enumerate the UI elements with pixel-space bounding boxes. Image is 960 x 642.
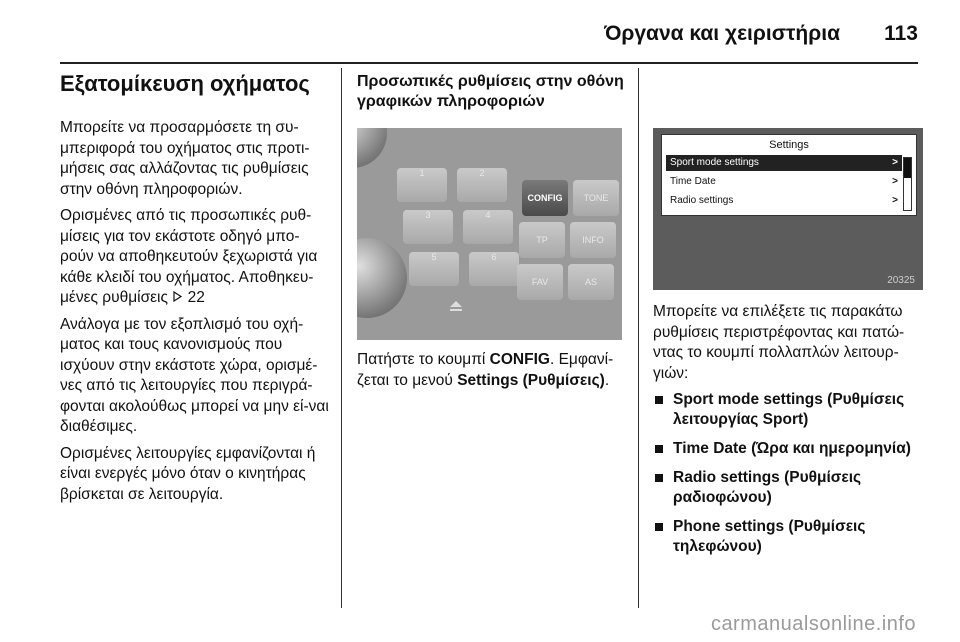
paragraph-2 [60,206,332,309]
subsection-heading: Προσωπικές ρυθμίσεις στην οθόνη γραφικών πληροφοριών [357,73,624,110]
config-button: CONFIG [522,180,568,216]
paragraph-4: Ορισμένες λειτουργίες εμφανίζονται ή είναι ενεργές μόνο όταν ο κινητήρας βρίσκεται σε λειτουργία. [60,444,316,503]
page-ref-number[interactable]: 22 [187,289,205,306]
paragraph-1: Μπορείτε να προσαρμόσετε τη συ-μπεριφορά του οχήματος στις προτι-μήσεις σας αλλάζοντας τις ρυθμίσεις στην οθόνη πληροφοριών. [60,119,310,198]
preset-button-4: 4 [463,210,513,244]
page-ref-arrow-icon [172,291,183,302]
eject-icon [449,300,463,312]
volume-knob [357,128,387,168]
tone-button: TONE [573,180,619,216]
list-item: Phone settings (Ρυθμίσεις τηλεφώνου) [653,517,923,557]
page-number: 113 [884,22,918,45]
menu-item-time-date: Time Date > [666,174,902,190]
preset-button-2: 2 [457,168,507,202]
header-rule [60,62,918,64]
section-heading: Εξατομίκευση οχήματος [60,71,310,96]
as-button: AS [568,264,614,300]
control-panel-photo [357,128,622,340]
column-divider-1 [341,68,342,608]
info-button: INFO [570,222,616,258]
preset-button-5: 5 [409,252,459,286]
preset-button-3: 3 [403,210,453,244]
chevron-right-icon: > [892,157,898,168]
paragraph-3: Ανάλογα με τον εξοπλισμό του οχή-ματος και τους κανονισμούς που ισχύουν στην εκάστοτε χώρα, ορισμέ-νες από τις λειτουργίες που περιγρά-φονται ακολούθως μπορεί να μην εί-ναι διαθέσιμες. [60,315,329,435]
list-item: Sport mode settings (Ρυθμίσεις λειτουργίας Sport) [653,390,923,430]
settings-options-list [653,390,923,557]
chevron-right-icon: > [892,176,898,187]
tp-button: TP [519,222,565,258]
column-3 [653,70,923,566]
menu-item-sport-mode: Sport mode settings > [666,155,902,171]
menu-item-radio: Radio settings > [666,193,902,209]
header-title: Όργανα και χειριστήρια [604,22,840,45]
list-item: Time Date (Ώρα και ημερομηνία) [653,439,923,459]
column-2 [357,70,625,112]
fav-button: FAV [517,264,563,300]
options-intro: Μπορείτε να επιλέξετε τις παρακάτω ρυθμίσεις περιστρέφοντας και πατώ-ντας το κουμπί πολλαπλών λειτουρ-γιών: [653,303,905,382]
preset-button-6: 6 [469,252,519,286]
paragraph-2-text: Ορισμένες από τις προσωπικές ρυθ-μίσεις για τον εκάστοτε οδηγό μπο-ρούν να αποθηκευτούν ξεχωριστά για κάθε κλειδί του οχήματος. Αποθηκευ-μένες ρυθμίσεις [60,207,318,306]
photo-caption: Πατήστε το κουμπί CONFIG. Εμφανί-ζεται το μενού Settings (Ρυθμίσεις). [357,351,614,389]
preset-button-1: 1 [397,168,447,202]
menu-knob [357,238,407,318]
list-item: Radio settings (Ρυθμίσεις ραδιοφώνου) [653,468,923,508]
screen-title: Settings [769,139,809,151]
column-1 [60,70,332,511]
column-divider-2 [638,68,639,608]
chevron-right-icon: > [892,195,898,206]
image-number: 20325 [887,275,915,286]
watermark: carmanualsonline.info [710,613,916,635]
